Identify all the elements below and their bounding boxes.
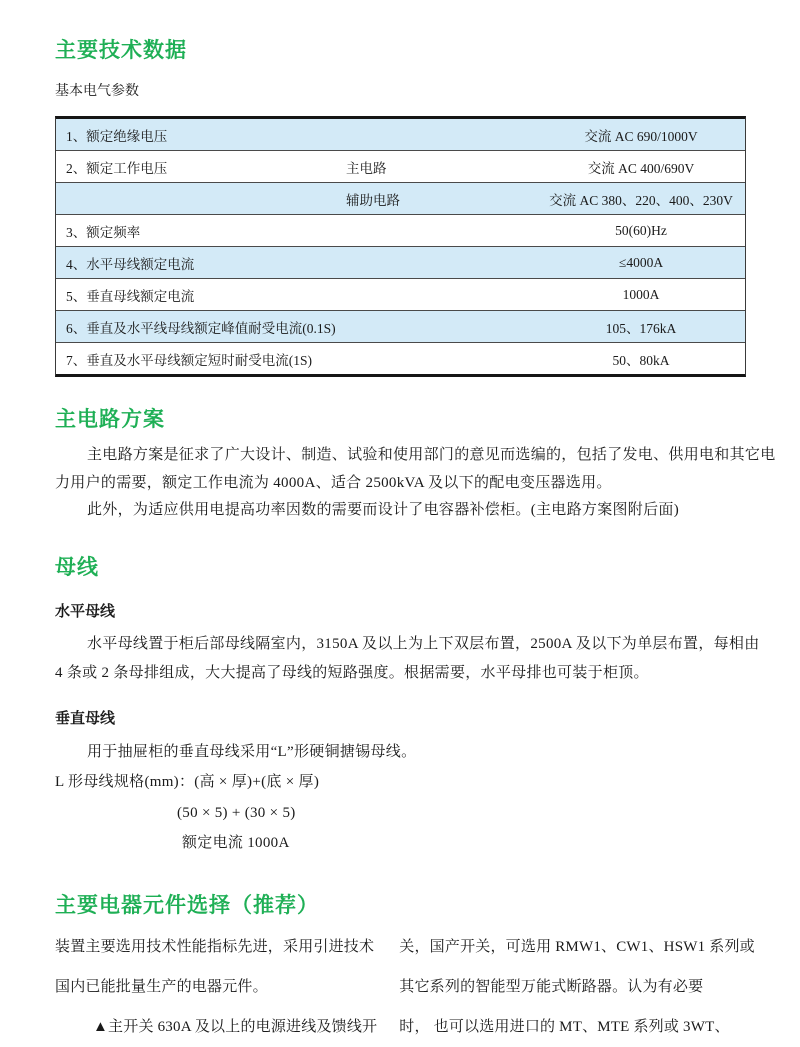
row-value: 交流 AC 380、220、400、230V — [549, 192, 733, 208]
paragraph-line: 水平母线置于柜后部母线隔室内，3150A 及以上为上下双层布置，2500A 及以下为单层布置，每相由 — [87, 635, 760, 652]
paragraph-line: 力用户的需要，额定工作电流为 4000A、适合 2500kVA 及以下的配电变压器选用。 — [55, 474, 612, 491]
horizontal-busbar-paragraph — [55, 630, 760, 688]
section-title-busbar: 母线 — [55, 555, 99, 579]
row-value: ≤4000A — [618, 254, 664, 270]
table-row — [56, 119, 745, 150]
section-title-components: 主要电器元件选择（推荐） — [55, 893, 319, 917]
table-row — [56, 342, 745, 374]
row-label: 3、额定频率 — [66, 224, 141, 240]
column-line: 时， 也可以选用进口的 MT、MTE 系列或 3WT、 — [399, 1018, 730, 1035]
table-row — [56, 214, 745, 246]
row-label: 5、垂直母线额定电流 — [66, 288, 195, 304]
main-circuit-paragraph — [55, 442, 776, 525]
row-value: 50、80kA — [612, 352, 670, 368]
section-main-circuit — [55, 403, 776, 525]
table-row — [56, 182, 745, 214]
components-two-columns — [55, 927, 755, 1047]
section-title-main-circuit: 主电路方案 — [55, 408, 165, 431]
busbar-spec-dimensions: (50 × 5) + (30 × 5) — [177, 804, 296, 821]
section-title-tech-data: 主要技术数据 — [55, 39, 187, 62]
vertical-busbar-paragraph — [55, 737, 746, 859]
section-components — [55, 889, 755, 1047]
busbar-rated-current: 额定电流 1000A — [182, 835, 290, 851]
electrical-spec-table — [55, 116, 746, 377]
column-line-bullet: ▲主开关 630A 及以上的电源进线及馈线开 — [93, 1018, 378, 1035]
row-label: 2、额定工作电压 — [66, 160, 168, 176]
components-right-column — [399, 927, 755, 1047]
subsection-vertical-busbar: 垂直母线 — [55, 709, 116, 727]
row-sublabel: 主电路 — [346, 160, 387, 176]
column-line: 装置主要选用技术性能指标先进，采用引进技术 — [55, 938, 375, 955]
paragraph-line: 4 条或 2 条母排组成，大大提高了母线的短路强度。根据需要，水平母排也可装于柜顶。 — [55, 664, 649, 681]
row-label: 4、水平母线额定电流 — [66, 256, 195, 272]
row-value: 1000A — [622, 286, 660, 302]
table-row — [56, 246, 745, 278]
table-row — [56, 150, 745, 182]
tech-data-subtitle: 基本电气参数 — [55, 82, 139, 98]
column-line: 国内已能批量生产的电器元件。 — [55, 978, 268, 995]
row-label: 7、垂直及水平母线额定短时耐受电流(1S) — [66, 352, 312, 368]
busbar-spec-formula-label: L 形母线规格(mm)：(高 × 厚)+(底 × 厚) — [55, 774, 320, 790]
table-row — [56, 278, 745, 310]
table-row — [56, 310, 745, 342]
section-busbar — [55, 551, 760, 859]
row-value: 50(60)Hz — [615, 222, 667, 238]
row-label: 1、额定绝缘电压 — [66, 128, 168, 144]
components-left-column — [55, 927, 377, 1047]
paragraph-line: 主电路方案是征求了广大设计、制造、试验和使用部门的意见而选编的，包括了发电、供用电和其它电 — [87, 447, 776, 463]
paragraph-line: 用于抽屉柜的垂直母线采用“L”形硬铜搪锡母线。 — [87, 743, 417, 760]
row-value: 105、176kA — [605, 320, 677, 336]
row-value: 交流 AC 400/690V — [587, 160, 695, 176]
column-line: 关，国产开关，可选用 RMW1、CW1、HSW1 系列或 — [399, 938, 755, 955]
paragraph-line: 此外，为适应供用电提高功率因数的需要而设计了电容器补偿柜。(主电路方案图附后面) — [87, 502, 679, 518]
subsection-horizontal-busbar: 水平母线 — [55, 602, 116, 620]
row-sublabel: 辅助电路 — [346, 192, 400, 208]
row-label: 6、垂直及水平线母线额定峰值耐受电流(0.1S) — [66, 320, 336, 336]
row-value: 交流 AC 690/1000V — [584, 128, 698, 144]
column-line: 其它系列的智能型万能式断路器。认为有必要 — [399, 978, 704, 995]
